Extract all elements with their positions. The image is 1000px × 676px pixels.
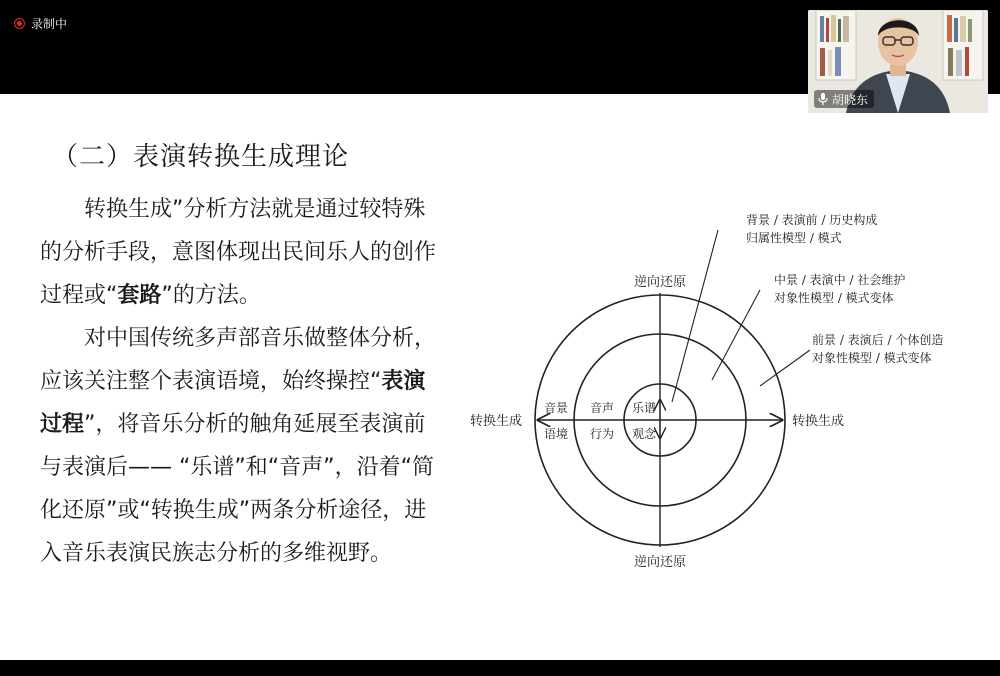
- middle-lower-label: 行为: [589, 427, 615, 441]
- slide-title: （二）表演转换生成理论: [52, 142, 350, 172]
- bottom-axis-label: 逆向还原: [633, 555, 687, 570]
- bottom-bar: [0, 660, 1000, 676]
- paragraph-1-emphasis: 套路: [117, 283, 162, 308]
- outer-lower-label: 语境: [543, 427, 569, 441]
- outer-upper-label: 音景: [543, 401, 569, 415]
- inner-lower-label: 观念: [631, 427, 657, 441]
- speaker-name-tag: [814, 90, 874, 108]
- annotation-2-line2: 对象性模型 / 模式变体: [774, 291, 894, 305]
- middle-upper-label: 音声: [589, 401, 615, 415]
- annotation-1-line2: 归属性模型 / 模式: [746, 231, 842, 245]
- microphone-icon: [818, 93, 828, 105]
- left-axis-label: 转换生成: [470, 414, 523, 429]
- paragraph-2-text-end: ”，将音乐分析的触角延展至表演前与表演后—— “乐谱”和“音声”，沿着“简化还原”或“转换生成”两条分析途径，进入音乐表演民族志分析的多维视野。: [40, 412, 434, 566]
- inner-upper-label: 乐谱: [631, 401, 657, 415]
- right-axis-label: 转换生成: [792, 414, 845, 429]
- leader-line-middleground: [712, 290, 760, 380]
- paragraph-2-text: 对中国传统多声部音乐做整体分析，应该关注整个表演语境，始终操控“: [40, 326, 437, 394]
- concentric-circle-diagram: [460, 194, 980, 664]
- speaker-name: 胡晓东: [832, 92, 869, 107]
- record-icon: [14, 18, 25, 29]
- annotation-2-line1: 中景 / 表演中 / 社会维护: [774, 273, 906, 287]
- annotation-3-line2: 对象性模型 / 模式变体: [812, 351, 932, 365]
- annotation-3-line1: 前景 / 表演后 / 个体创造: [812, 333, 944, 347]
- webcam-video[interactable]: [808, 10, 988, 113]
- paragraph-1-text-end: ”的方法。: [161, 283, 261, 308]
- top-axis-label: 逆向还原: [633, 275, 687, 290]
- leader-line-background: [672, 230, 718, 402]
- presentation-slide: [0, 94, 1000, 660]
- recording-indicator: [14, 15, 67, 31]
- recording-label: 录制中: [31, 16, 68, 31]
- paragraph-1-text: 转换生成”分析方法就是通过较特殊的分析手段，意图体现出民间乐人的创作过程或“: [40, 197, 437, 308]
- annotation-1-line1: 背景 / 表演前 / 历史构成: [746, 213, 878, 227]
- paragraph-2-emphasis: 表演过程: [40, 369, 426, 437]
- paragraph-1: [40, 188, 440, 317]
- paragraph-2: [40, 317, 440, 575]
- slide-body: [40, 188, 440, 575]
